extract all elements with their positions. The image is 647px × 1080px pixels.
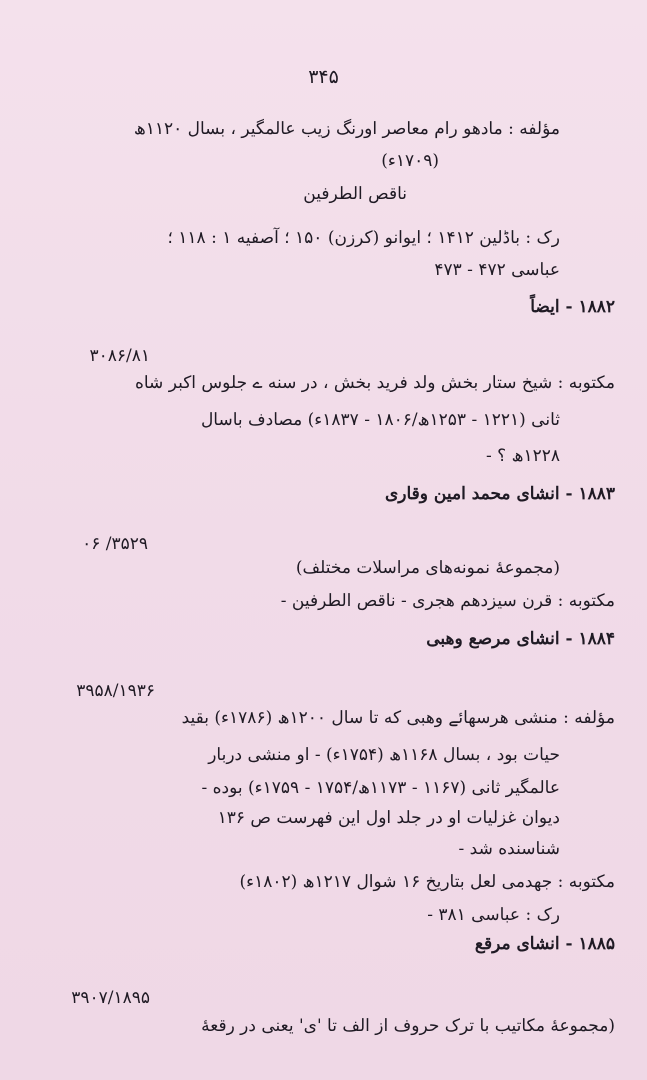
text-line: (۱۷۰۹ء) xyxy=(381,151,439,171)
text-line: عباسی ۴۷۲ - ۴۷۳ xyxy=(434,260,560,280)
catalog-number: ۳۹۵۸/۱۹۳۶ xyxy=(76,681,155,701)
catalog-number: ۳۵۲۹/ ۰۶ xyxy=(82,534,148,554)
text-line: دیوان غزلیات او در جلد اول این فهرست ص ۱۳۶ xyxy=(217,808,560,828)
text-line: عالمگیر ثانی (۱۱۶۷ - ۱۱۷۳ھ/۱۷۵۴ - ۱۷۵۹ء) بوده - xyxy=(201,778,560,798)
text-line: ۱۲۲۸ھ ؟ - xyxy=(486,446,560,466)
text-line: حیات بود ، بسال ۱۱۶۸ھ (۱۷۵۴ء) - او منشی دربار xyxy=(208,745,560,765)
entry-heading: ۱۸۸۵ - انشای مرقع xyxy=(474,934,615,954)
entry-heading: ۱۸۸۲ - ایضاً xyxy=(530,297,615,317)
entry-heading: ۱۸۸۳ - انشای محمد امین وقاری xyxy=(384,484,615,504)
entry-heading: ۱۸۸۴ - انشای مرصع وهبی xyxy=(426,629,615,649)
text-line: مؤلفه : منشی هرسهائے وهبی که تا سال ۱۲۰۰ھ (۱۷۸۶ء) بقید xyxy=(181,708,615,728)
text-line: (مجموعهٔ مکاتیب با ترک حروف از الف تا 'ی' یعنی در رقعهٔ xyxy=(201,1016,615,1036)
text-line: مکتوبه : قرن سیزدهم هجری - ناقص الطرفین - xyxy=(280,591,615,611)
catalog-number: ۳۰۸۶/۸۱ xyxy=(89,346,150,366)
text-line: ناقص الطرفین xyxy=(303,184,407,204)
page-number: ۳۴۵ xyxy=(308,66,339,88)
text-line: مکتوبه : شیخ ستار بخش ولد فرید بخش ، در سنه ے جلوس اکبر شاه xyxy=(134,373,615,393)
text-line: رک : عباسی ۳۸۱ - xyxy=(427,905,560,925)
text-line: رک : باڈلین ۱۴۱۲ ؛ ایوانو (کرزن) ۱۵۰ ؛ آصفیه ۱ : ۱۱۸ ؛ xyxy=(167,228,560,248)
text-line: مکتوبه : جهدمی لعل بتاریخ ۱۶ شوال ۱۲۱۷ھ (۱۸۰۲ء) xyxy=(239,872,615,892)
catalog-number: ۳۹۰۷/۱۸۹۵ xyxy=(71,988,150,1008)
text-line: مؤلفه : مادهو رام معاصر اورنگ زیب عالمگیر ، بسال ۱۱۲۰ھ xyxy=(133,119,560,139)
text-line: (مجموعهٔ نمونه‌های مراسلات مختلف) xyxy=(295,558,560,578)
text-line: ثانی (۱۲۲۱ - ۱۲۵۳ھ/۱۸۰۶ - ۱۸۳۷ء) مصادف باسال xyxy=(200,410,560,430)
text-line: شناسنده شد - xyxy=(458,839,560,859)
